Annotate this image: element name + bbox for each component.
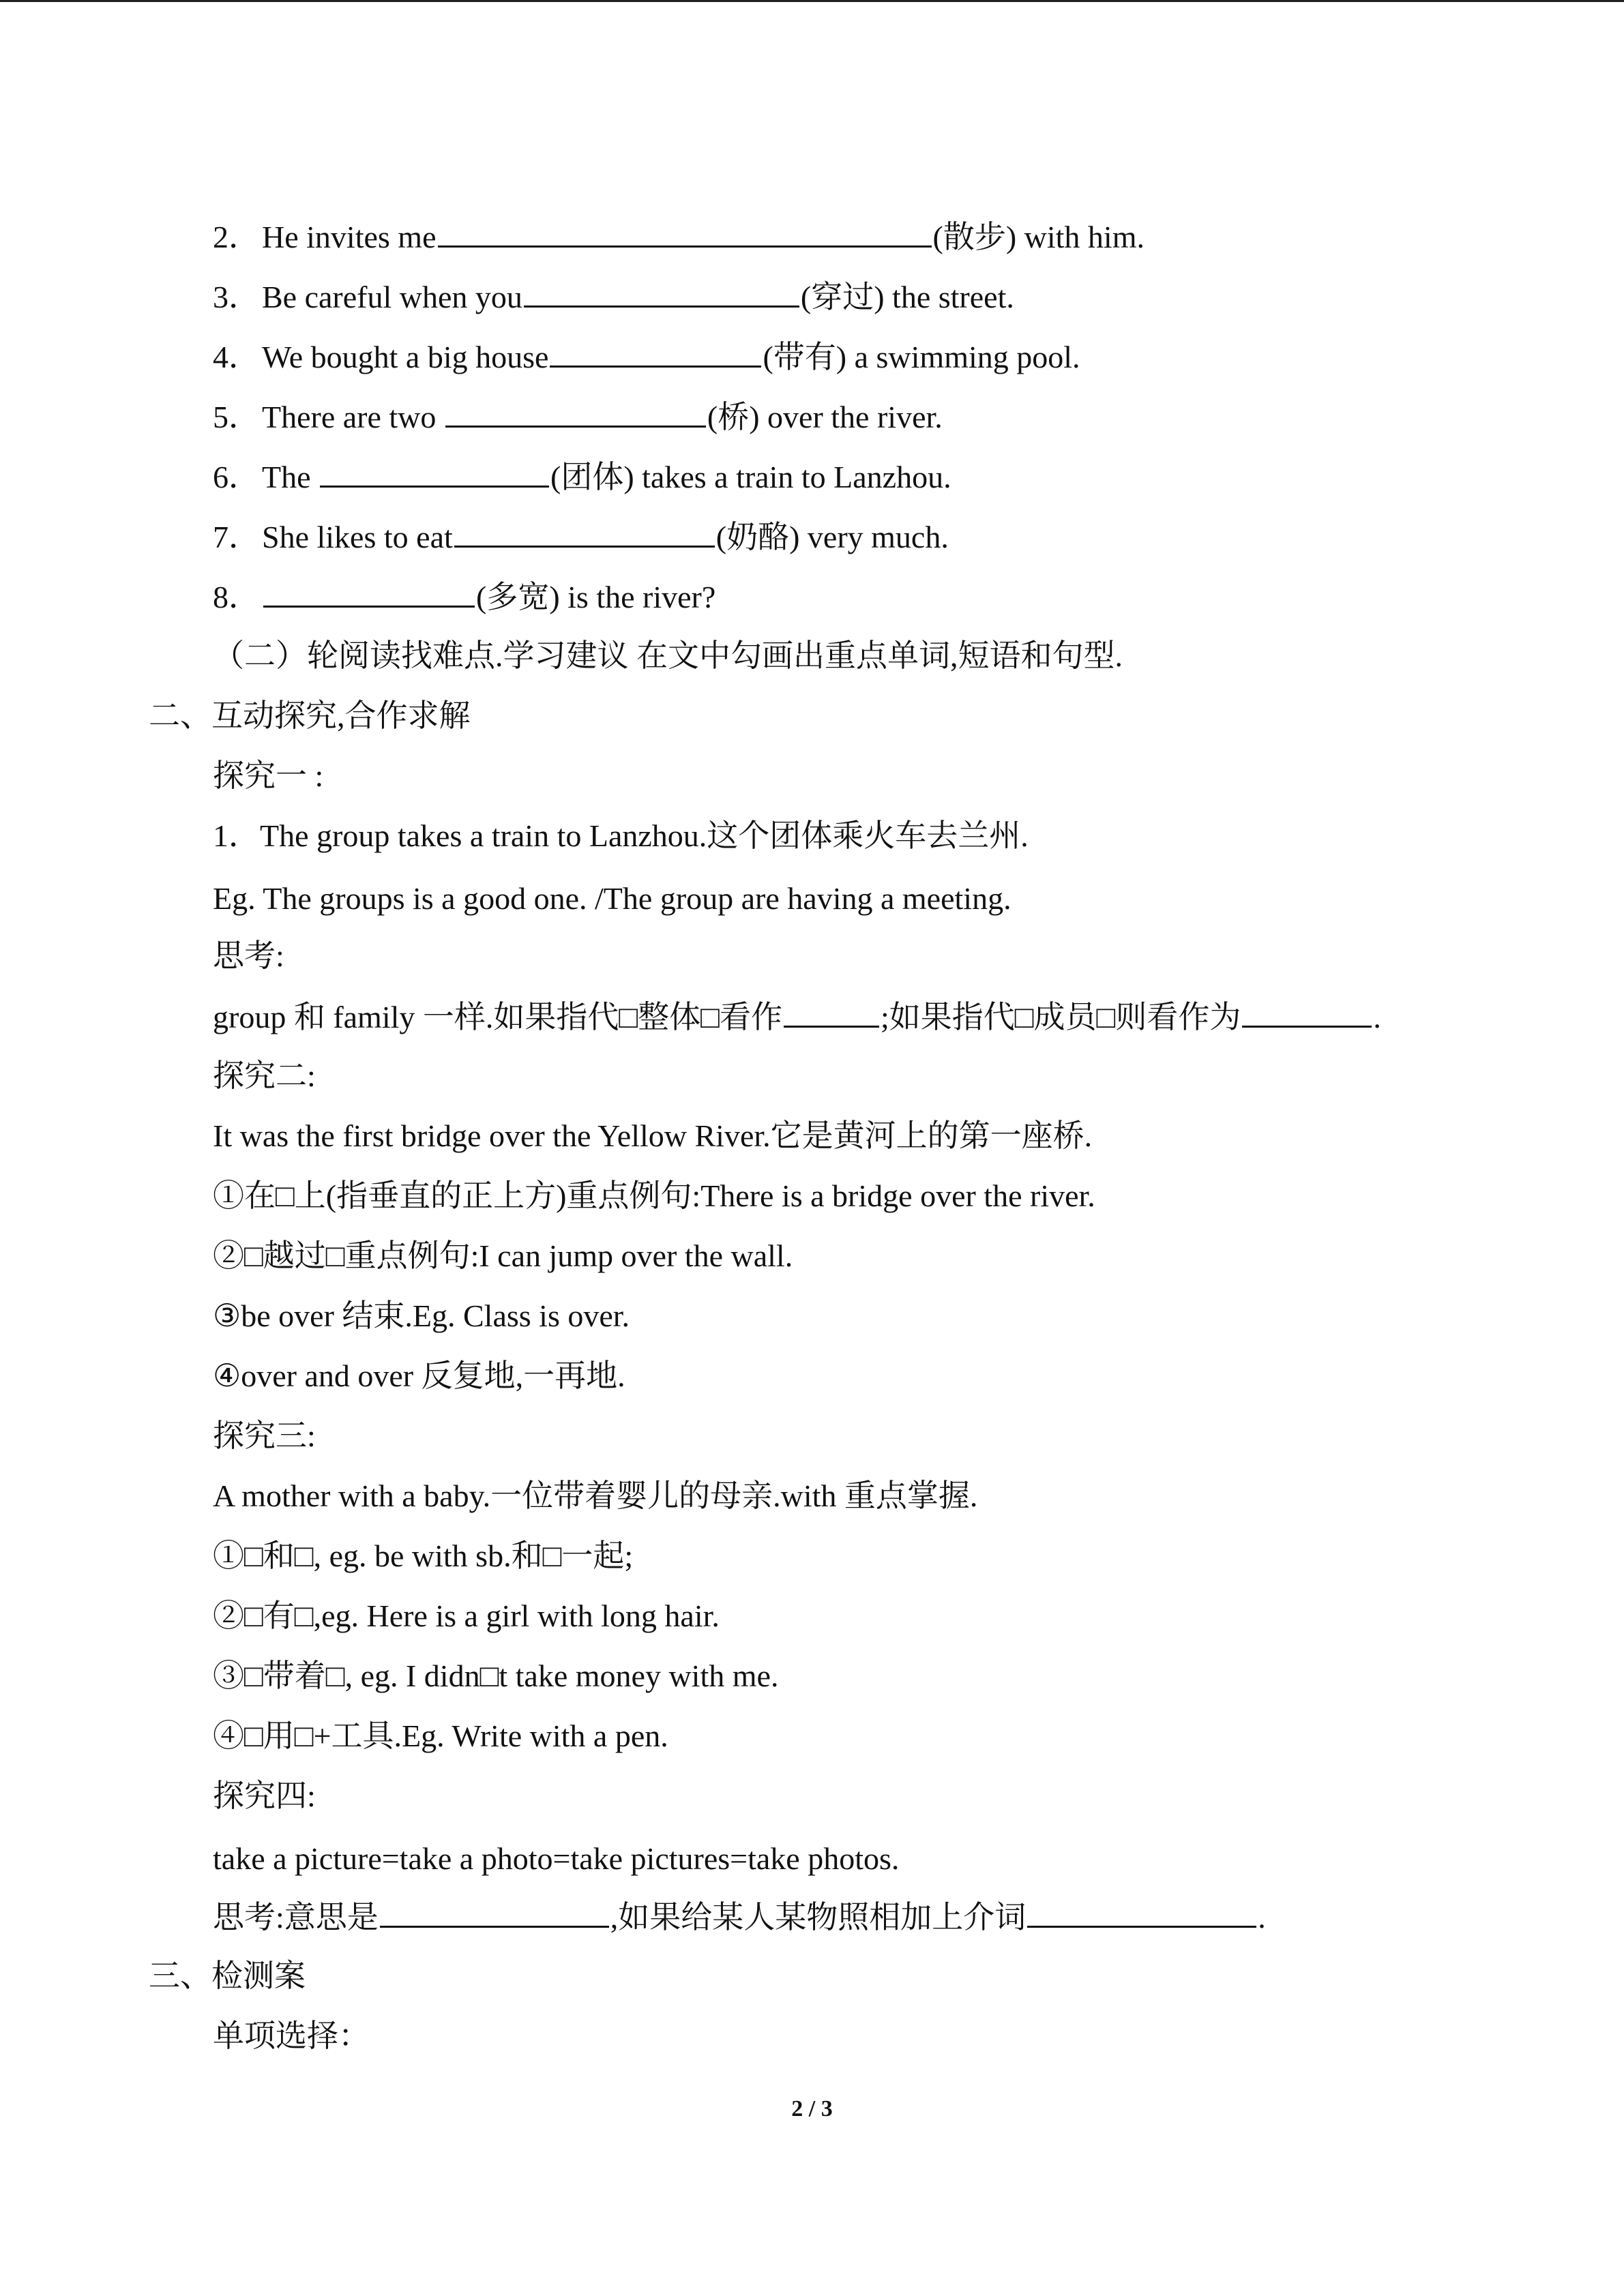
item-number: 6． — [213, 460, 260, 494]
item-7 — [213, 516, 949, 556]
explore-1-title: 探究一 : — [213, 758, 324, 793]
explore-2-title: 探究二: — [213, 1058, 316, 1093]
item-text: (穿过) the street. — [800, 280, 1014, 314]
answer-blank[interactable] — [438, 215, 932, 248]
item-5 — [213, 396, 943, 436]
item-text: (带有) a swimming pool. — [763, 340, 1080, 374]
item-text: He invites me — [262, 220, 437, 254]
answer-blank[interactable] — [524, 275, 799, 308]
item-text: We bought a big house — [262, 340, 549, 374]
item-text: There are two — [262, 400, 444, 434]
explore-1-example: Eg. The groups is a good one. /The group are having a meeting. — [213, 881, 1012, 916]
item-text: She likes to eat — [262, 520, 453, 554]
item-2 — [213, 215, 1145, 256]
explore-3-point-2: ②□有□,eg. Here is a girl with long hair. — [213, 1598, 720, 1633]
item-number: 3． — [213, 280, 260, 314]
item-number: 5． — [213, 400, 260, 434]
think-text: ;如果指代□成员□则看作为 — [880, 1000, 1241, 1034]
section-3-subheading: 单项选择： — [213, 2018, 370, 2053]
item-text: (多宽) is the river? — [476, 580, 716, 614]
answer-blank[interactable] — [784, 996, 879, 1028]
explore-3-title: 探究三: — [213, 1418, 316, 1453]
answer-blank[interactable] — [550, 336, 761, 368]
explore-3-point-3: ③□带着□, eg. I didn□t take money with me. — [213, 1658, 779, 1693]
answer-blank[interactable] — [1242, 996, 1372, 1028]
think-text: . — [1373, 1000, 1381, 1034]
answer-blank[interactable] — [380, 1896, 609, 1928]
answer-blank[interactable] — [445, 396, 706, 428]
explore-4-title: 探究四: — [213, 1778, 316, 1813]
item-number: 4． — [213, 340, 260, 374]
explore-2-point-3: ③be over 结束.Eg. Class is over. — [213, 1298, 630, 1333]
item-6 — [213, 456, 951, 496]
explore-4-sentence: take a picture=take a photo=take pictures=take photos. — [213, 1841, 900, 1876]
item-number: 2． — [213, 220, 260, 254]
answer-blank[interactable] — [1027, 1896, 1256, 1928]
item-text: (团体) takes a train to Lanzhou. — [550, 460, 951, 494]
explore-3-point-4: ④□用□+工具.Eg. Write with a pen. — [213, 1718, 668, 1753]
explore-3-sentence: A mother with a baby.一位带着婴儿的母亲.with 重点掌握. — [213, 1478, 978, 1513]
item-8 — [213, 576, 715, 616]
item-number: 8． — [213, 580, 260, 614]
answer-blank[interactable] — [454, 516, 715, 548]
explore-2-point-4: ④over and over 反复地,一再地. — [213, 1358, 625, 1393]
explore-2-sentence: It was the first bridge over the Yellow River.它是黄河上的第一座桥. — [213, 1118, 1093, 1153]
item-number: 7． — [213, 520, 260, 554]
item-4 — [213, 336, 1080, 376]
think-text: 思考:意思是 — [213, 1900, 379, 1935]
explore-2-point-2: ②□越过□重点例句:I can jump over the wall. — [213, 1238, 793, 1273]
item-3 — [213, 275, 1014, 316]
item-text: (奶酪) very much. — [715, 520, 949, 554]
page-number: 2 / 3 — [791, 2096, 833, 2121]
explore-1-think-label: 思考: — [213, 938, 284, 973]
think-text: group 和 family 一样.如果指代□整体□看作 — [213, 1000, 782, 1034]
explore-1-sentence: 1．The group takes a train to Lanzhou.这个团体乘火车去兰州. — [213, 818, 1029, 853]
reading-tip: （二）轮阅读找难点.学习建议 在文中勾画出重点单词,短语和句型. — [213, 638, 1123, 673]
section-2-heading: 二、互动探究,合作求解 — [149, 698, 471, 733]
item-text: Be careful when you — [262, 280, 522, 314]
think-text: ,如果给某人某物照相加上介词 — [610, 1900, 1027, 1935]
section-3-heading: 三、检测案 — [149, 1958, 306, 1993]
item-text: (桥) over the river. — [707, 400, 943, 434]
explore-4-think — [213, 1896, 1266, 1937]
item-text: (散步) with him. — [932, 220, 1145, 254]
item-text: The — [262, 460, 319, 494]
answer-blank[interactable] — [320, 456, 549, 488]
explore-1-think — [213, 996, 1381, 1037]
explore-2-point-1: ①在□上(指垂直的正上方)重点例句:There is a bridge over the river. — [213, 1178, 1095, 1213]
think-text: . — [1258, 1900, 1266, 1935]
explore-3-point-1: ①□和□, eg. be with sb.和□一起; — [213, 1538, 634, 1573]
answer-blank[interactable] — [263, 576, 475, 608]
